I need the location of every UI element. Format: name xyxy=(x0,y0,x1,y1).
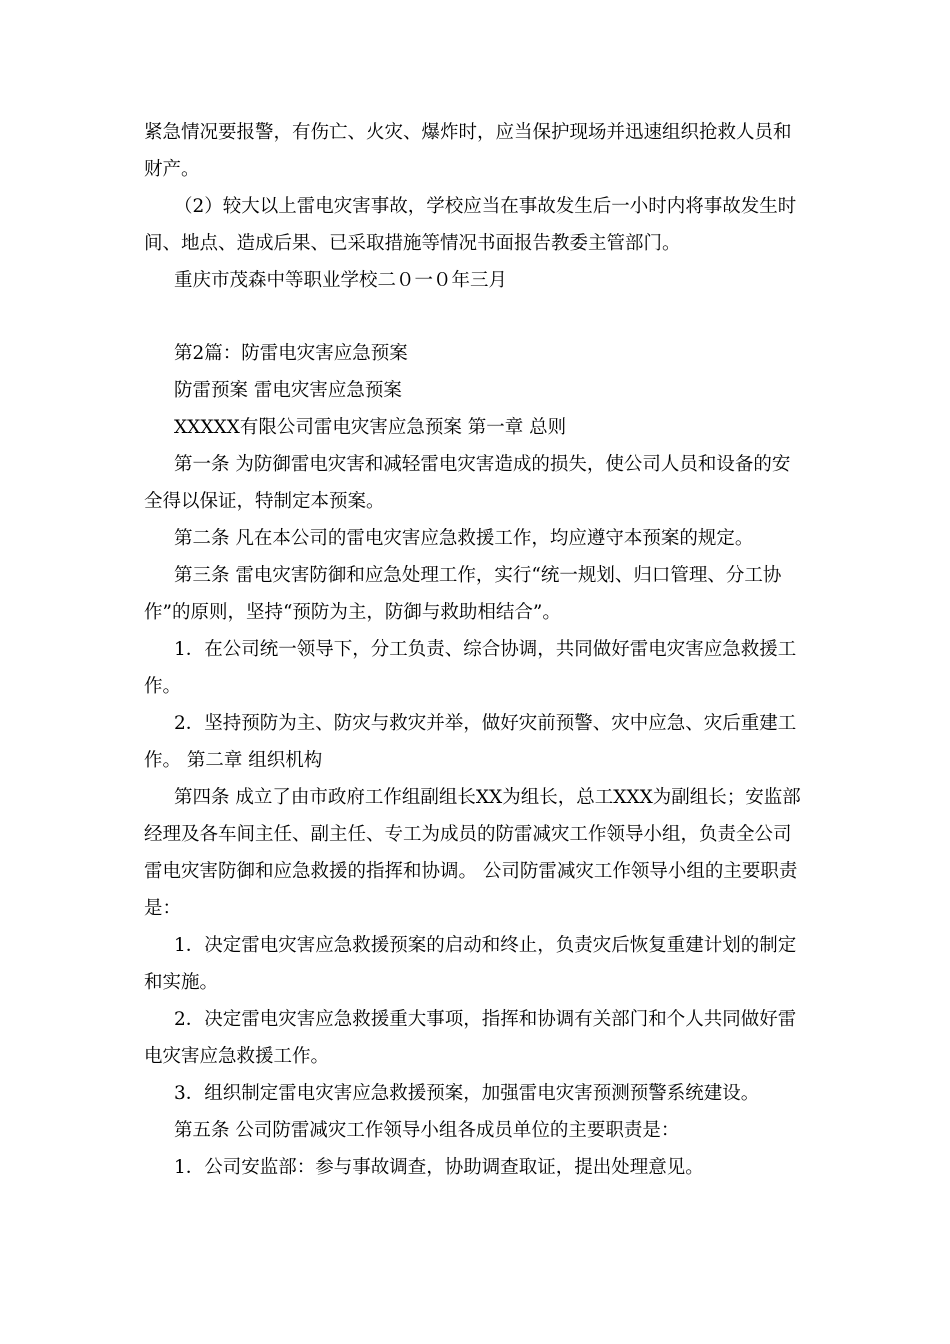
paragraph-keywords: 防雷预案 雷电灾害应急预案 xyxy=(174,380,402,401)
paragraph-school-signature: 重庆市茂森中等职业学校二０一０年三月 xyxy=(174,270,508,291)
chapter-heading: XXXXX有限公司雷电灾害应急预案 第一章 总则 xyxy=(174,417,567,438)
article-3: 第三条 雷电灾害防御和应急处理工作，实行“统一规划、归口管理、分工协作”的原则，坚持“预防为主，防御与救助相结合”。 xyxy=(144,565,782,623)
article-4-item-3: 3．组织制定雷电灾害应急救援预案，加强雷电灾害预测预警系统建设。 xyxy=(174,1083,760,1104)
article-5-item-1: 1．公司安监部：参与事故调查，协助调查取证，提出处理意见。 xyxy=(174,1157,704,1178)
section-gap xyxy=(144,299,808,335)
paragraph-emergency-report: 紧急情况要报警，有伤亡、火灾、爆炸时，应当保护现场并迅速组织抢救人员和财产。 xyxy=(144,122,792,180)
document-page xyxy=(144,114,808,1186)
article-2: 第二条 凡在本公司的雷电灾害应急救援工作，均应遵守本预案的规定。 xyxy=(174,528,754,549)
article-3-item-1: 1．在公司统一领导下，分工负责、综合协调，共同做好雷电灾害应急救援工作。 xyxy=(144,639,797,697)
article-4-item-2: 2．决定雷电灾害应急救援重大事项，指挥和协调有关部门和个人共同做好雷电灾害应急救援工作。 xyxy=(144,1009,797,1067)
article-4: 第四条 成立了由市政府工作组副组长XX为组长，总工XXX为副组长；安监部经理及各车间主任、副主任、专工为成员的防雷减灾工作领导小组，负责全公司雷电灾害防御和应急救援的指挥和协调。 公司防雷减灾工作领导小组的主要职责是： xyxy=(144,787,801,919)
article-4-item-1: 1．决定雷电灾害应急救援预案的启动和终止，负责灾后恢复重建计划的制定和实施。 xyxy=(144,935,797,993)
paragraph-major-accident-report: （2）较大以上雷电灾害事故，学校应当在事故发生后一小时内将事故发生时间、地点、造成后果、已采取措施等情况书面报告教委主管部门。 xyxy=(144,196,797,254)
article-5: 第五条 公司防雷减灾工作领导小组各成员单位的主要职责是： xyxy=(174,1120,680,1141)
article-3-item-2: 2．坚持预防为主、防灾与救灾并举，做好灾前预警、灾中应急、灾后重建工作。 第二章 组织机构 xyxy=(144,713,797,771)
article-1: 第一条 为防御雷电灾害和减轻雷电灾害造成的损失，使公司人员和设备的安全得以保证，特制定本预案。 xyxy=(144,454,791,512)
section-title: 第2篇：防雷电灾害应急预案 xyxy=(174,343,408,364)
